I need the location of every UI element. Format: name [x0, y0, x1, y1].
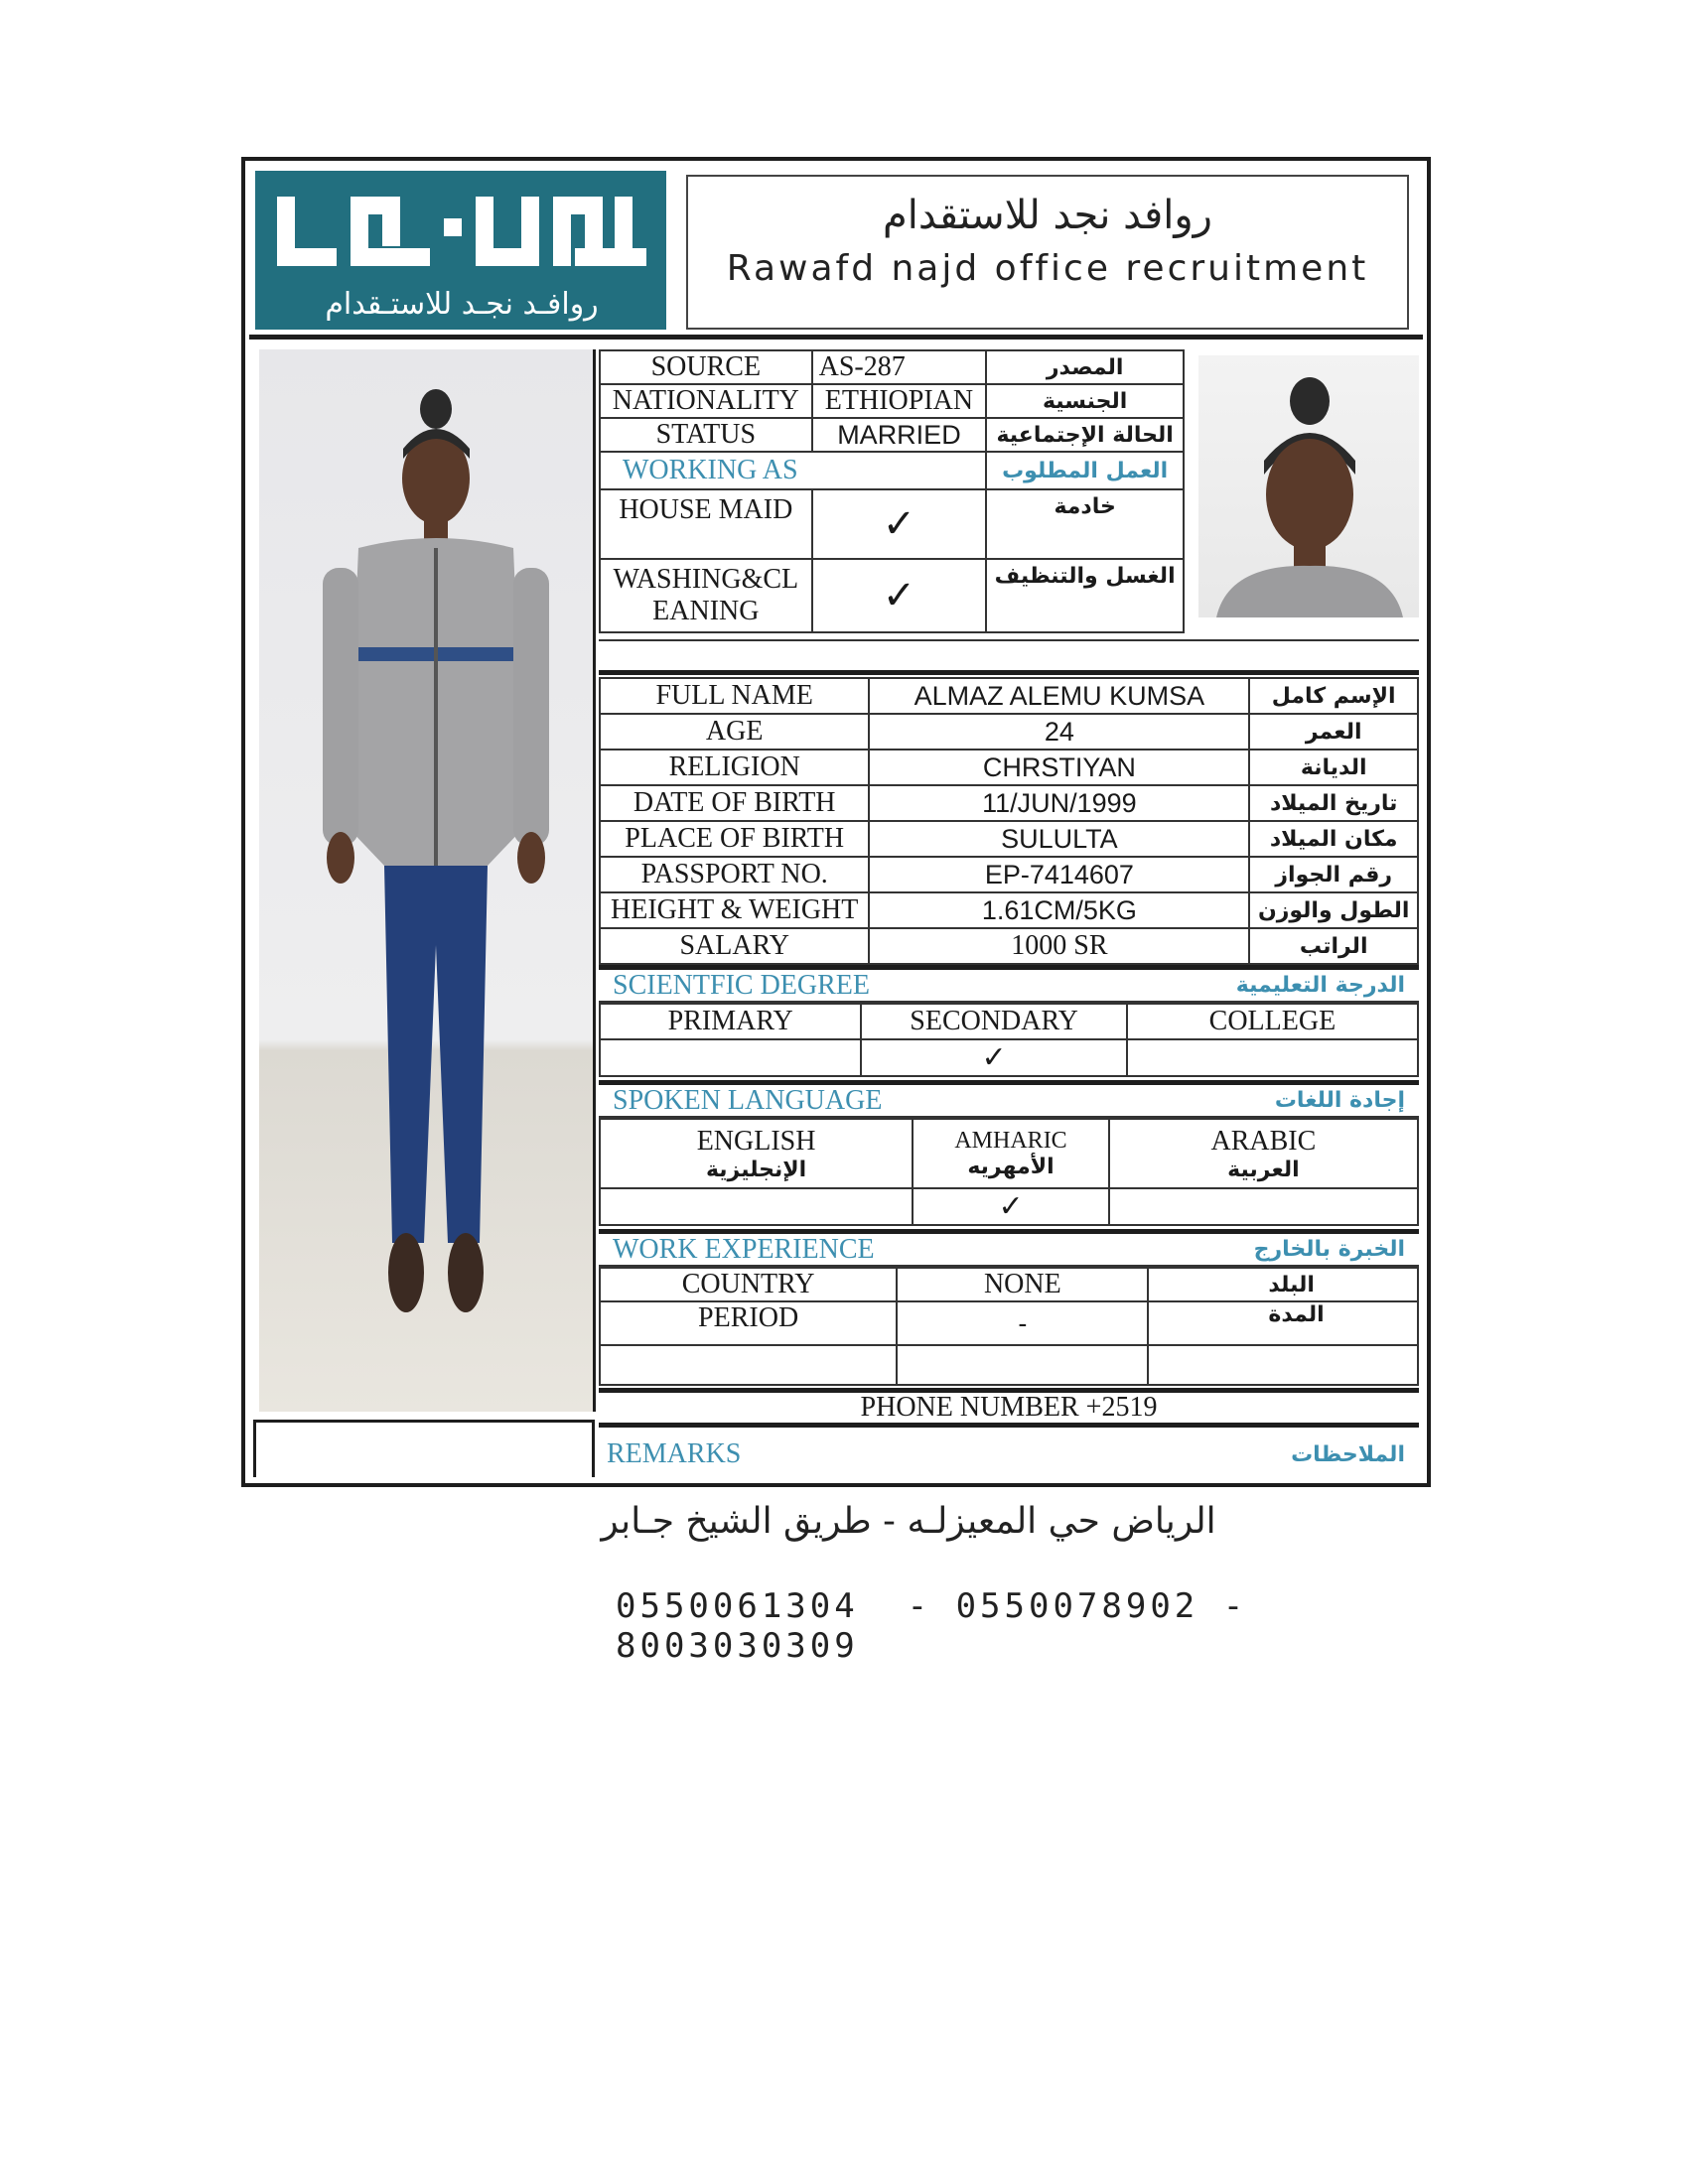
salary-label: SALARY	[600, 928, 869, 964]
table-row	[600, 350, 1184, 384]
language-amharic	[913, 1119, 1109, 1188]
place-of-birth-label: PLACE OF BIRTH	[600, 821, 869, 857]
date-of-birth-label-ar: تاريخ الميلاد	[1249, 785, 1418, 821]
logo-arabic-text: روافـد نجـد للاستـقدام	[325, 287, 599, 322]
language-arabic-check	[1109, 1188, 1418, 1225]
language-arabic-en: ARABIC	[1210, 1125, 1317, 1157]
full-body-person-image	[259, 349, 593, 1412]
working-as-row	[600, 452, 1184, 489]
education-table	[599, 1003, 1419, 1077]
age-label-ar: العمر	[1249, 714, 1418, 750]
period-label: PERIOD	[600, 1301, 897, 1345]
height-weight-label: HEIGHT & WEIGHT	[600, 892, 869, 928]
job-house-maid-check: ✓	[812, 489, 987, 559]
footer-address: الرياض حي المعيزلـه - طريق الشيخ جـابر	[601, 1501, 1216, 1542]
religion-label-ar: الديانة	[1249, 750, 1418, 785]
language-table	[599, 1118, 1419, 1226]
table-row	[600, 750, 1418, 785]
education-college-check	[1127, 1039, 1418, 1076]
salary-value: 1000 SR	[869, 928, 1249, 964]
nationality-label: NATIONALITY	[600, 384, 812, 418]
country-label: COUNTRY	[600, 1268, 897, 1301]
language-english	[600, 1119, 913, 1188]
title-english: Rawafd najd office recruitment	[726, 248, 1369, 289]
language-label-ar: إجادة اللغات	[1274, 1088, 1405, 1113]
age-value: 24	[869, 714, 1249, 750]
passport-label-ar: رقم الجواز	[1249, 857, 1418, 892]
remarks-label: REMARKS	[607, 1438, 742, 1469]
religion-value: CHRSTIYAN	[869, 750, 1249, 785]
table-row	[600, 785, 1418, 821]
education-label-ar: الدرجة التعليمية	[1235, 973, 1405, 998]
cv-sheet	[241, 157, 1431, 1487]
table-row	[600, 857, 1418, 892]
education-secondary-check: ✓	[861, 1039, 1127, 1076]
title-arabic: روافد نجد للاستقدام	[883, 193, 1212, 238]
language-section-header	[599, 1080, 1419, 1118]
job-washing-label-line1: WASHING&CL	[613, 564, 799, 595]
height-weight-label-ar: الطول والوزن	[1249, 892, 1418, 928]
source-label: SOURCE	[600, 350, 812, 384]
language-label: SPOKEN LANGUAGE	[613, 1084, 883, 1116]
language-amharic-en: AMHARIC	[954, 1128, 1067, 1154]
period-value: -	[897, 1301, 1148, 1345]
empty-cell	[1148, 1345, 1418, 1385]
period-label-ar: المدة	[1148, 1301, 1418, 1345]
job-washing-check: ✓	[812, 559, 987, 632]
country-value: NONE	[897, 1268, 1148, 1301]
salary-label-ar: الراتب	[1249, 928, 1418, 964]
education-primary-check	[600, 1039, 861, 1076]
education-section-header	[599, 965, 1419, 1003]
language-english-en: ENGLISH	[696, 1125, 816, 1157]
job-house-maid-label-ar: خادمة	[986, 489, 1184, 559]
title-box	[686, 175, 1409, 330]
remarks-label-ar: الملاحظات	[1291, 1441, 1405, 1467]
education-label: SCIENTFIC DEGREE	[613, 969, 870, 1001]
full-name-label: FULL NAME	[600, 678, 869, 714]
footer-phones-line2: 8003030309	[616, 1626, 859, 1666]
logo-mark-icon	[277, 189, 646, 280]
table-row	[600, 489, 1184, 559]
education-primary: PRIMARY	[600, 1004, 861, 1039]
experience-table	[599, 1267, 1419, 1386]
source-label-ar: المصدر	[986, 350, 1184, 384]
working-as-label-ar: العمل المطلوب	[986, 452, 1184, 489]
empty-cell	[897, 1345, 1148, 1385]
top-info-table	[599, 349, 1185, 633]
passport-label: PASSPORT NO.	[600, 857, 869, 892]
date-of-birth-value: 11/JUN/1999	[869, 785, 1249, 821]
portrait-person-image	[1198, 355, 1419, 617]
table-row	[600, 1345, 1418, 1385]
status-label: STATUS	[600, 418, 812, 452]
full-body-photo	[259, 349, 596, 1412]
education-secondary: SECONDARY	[861, 1004, 1127, 1039]
working-as-label: WORKING AS	[600, 452, 986, 489]
religion-label: RELIGION	[600, 750, 869, 785]
header	[249, 165, 1423, 340]
nationality-value: ETHIOPIAN	[812, 384, 987, 418]
full-name-label-ar: الإسم كامل	[1249, 678, 1418, 714]
age-label: AGE	[600, 714, 869, 750]
table-row	[600, 1039, 1418, 1076]
nationality-label-ar: الجنسية	[986, 384, 1184, 418]
job-washing-label-line2: EANING	[652, 596, 760, 626]
portrait-photo	[1198, 355, 1419, 617]
job-washing-label-ar: الغسل والتنظيف	[986, 559, 1184, 632]
job-washing-label	[600, 559, 812, 632]
table-row	[600, 678, 1418, 714]
photo-caption-cell	[253, 1420, 595, 1477]
table-row	[600, 1119, 1418, 1188]
personal-details-table	[599, 677, 1419, 965]
language-arabic-ar: العربية	[1227, 1157, 1300, 1182]
full-name-value: ALMAZ ALEMU KUMSA	[869, 678, 1249, 714]
phone-number-row	[599, 1388, 1419, 1428]
country-label-ar: البلد	[1148, 1268, 1418, 1301]
date-of-birth-label: DATE OF BIRTH	[600, 785, 869, 821]
table-row	[600, 384, 1184, 418]
spacer-row	[599, 639, 1419, 675]
language-arabic	[1109, 1119, 1418, 1188]
table-row	[600, 1004, 1418, 1039]
table-row	[600, 821, 1418, 857]
company-logo	[255, 171, 666, 330]
language-amharic-check: ✓	[913, 1188, 1109, 1225]
place-of-birth-value: SULULTA	[869, 821, 1249, 857]
footer-phones-line1: 0550061304 - 0550078902 -	[616, 1586, 1248, 1626]
height-weight-value: 1.61CM/5KG	[869, 892, 1249, 928]
phone-number: PHONE NUMBER +2519	[860, 1392, 1158, 1423]
passport-value: EP-7414607	[869, 857, 1249, 892]
source-value: AS-287	[812, 350, 987, 384]
table-row	[600, 418, 1184, 452]
status-label-ar: الحالة الإجتماعية	[986, 418, 1184, 452]
table-row	[600, 892, 1418, 928]
table-row	[600, 1188, 1418, 1225]
status-value: MARRIED	[812, 418, 987, 452]
experience-section-header	[599, 1229, 1419, 1267]
table-row	[600, 1268, 1418, 1301]
experience-label-ar: الخبرة بالخارج	[1253, 1237, 1405, 1262]
remarks-row	[599, 1430, 1419, 1479]
table-row	[600, 928, 1418, 964]
experience-label: WORK EXPERIENCE	[613, 1233, 875, 1265]
education-college: COLLEGE	[1127, 1004, 1418, 1039]
empty-cell	[600, 1345, 897, 1385]
table-row	[600, 714, 1418, 750]
table-row	[600, 559, 1184, 632]
place-of-birth-label-ar: مكان الميلاد	[1249, 821, 1418, 857]
language-amharic-ar: الأمهريه	[967, 1155, 1055, 1179]
language-english-check	[600, 1188, 913, 1225]
table-row	[600, 1301, 1418, 1345]
footer-phones	[616, 1586, 1311, 1666]
language-english-ar: الإنجليزية	[705, 1157, 807, 1182]
job-house-maid-label: HOUSE MAID	[600, 489, 812, 559]
